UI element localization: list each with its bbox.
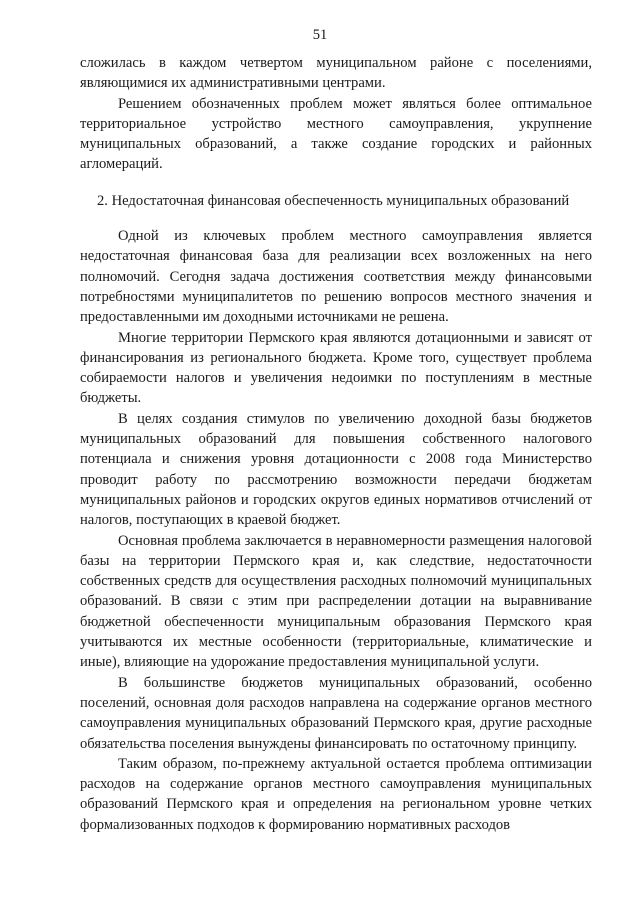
- paragraph: Решением обозначенных проблем может являться более оптимальное территориальное устройство местного самоуправления, укрупнение муниципальных образований, а также создание городских и районных агломераций.: [80, 95, 592, 173]
- paragraph: В целях создания стимулов по увеличению доходной базы бюджетов муниципальных образований для повышения собственного налогового потенциала и снижения уровня дотационности с 2008 года Министерство проводит работу по рассмотрению возможности передачи бюджетам муниципальных районов и городских округов единых нормативов отчислений от налогов, поступающих в краевой бюджет.: [80, 410, 592, 529]
- paragraph: В большинстве бюджетов муниципальных образований, особенно поселений, основная доля расходов направлена на содержание органов местного самоуправления муниципальных образований Пермского края, другие расходные обязательства поселения вынуждены финансировать по остаточному принципу.: [80, 674, 592, 752]
- paragraph-continued: сложилась в каждом четвертом муниципальном районе с поселениями, являющимися их административными центрами.: [80, 55, 592, 92]
- page-number: 51: [312, 27, 328, 43]
- document-body: [80, 53, 592, 835]
- section-heading: 2. Недостаточная финансовая обеспеченность муниципальных образований: [97, 192, 570, 209]
- paragraph: Многие территории Пермского края являются дотационными и зависят от финансирования из регионального бюджета. Кроме того, существует проблема собираемости налогов и увеличения недоимки по поступлениям в местные бюджеты.: [80, 329, 592, 407]
- paragraph: Одной из ключевых проблем местного самоуправления является недостаточная финансовая база для реализации всех возложенных на него полномочий. Сегодня задача достижения соответствия между финансовыми потребностями муниципалитетов по решению вопросов местного значения и предоставленными им доходными источниками не решена.: [80, 228, 592, 326]
- paragraph: Основная проблема заключается в неравномерности размещения налоговой базы на территории Пермского края и, как следствие, недостаточности собственных средств для осуществления расходных полномочий муниципальных образований. В связи с этим при распределении дотации на выравнивание бюджетной обеспеченности муниципальным образования Пермского края учитываются их местные особенности (территориальные, климатические и иные), влияющие на удорожание предоставления муниципальной услуги.: [80, 532, 592, 671]
- paragraph: Таким образом, по-прежнему актуальной остается проблема оптимизации расходов на содержание органов местного самоуправления муниципальных образований Пермского края и определения на региональном уровне четких формализованных подходов к формированию нормативных расходов: [80, 755, 592, 833]
